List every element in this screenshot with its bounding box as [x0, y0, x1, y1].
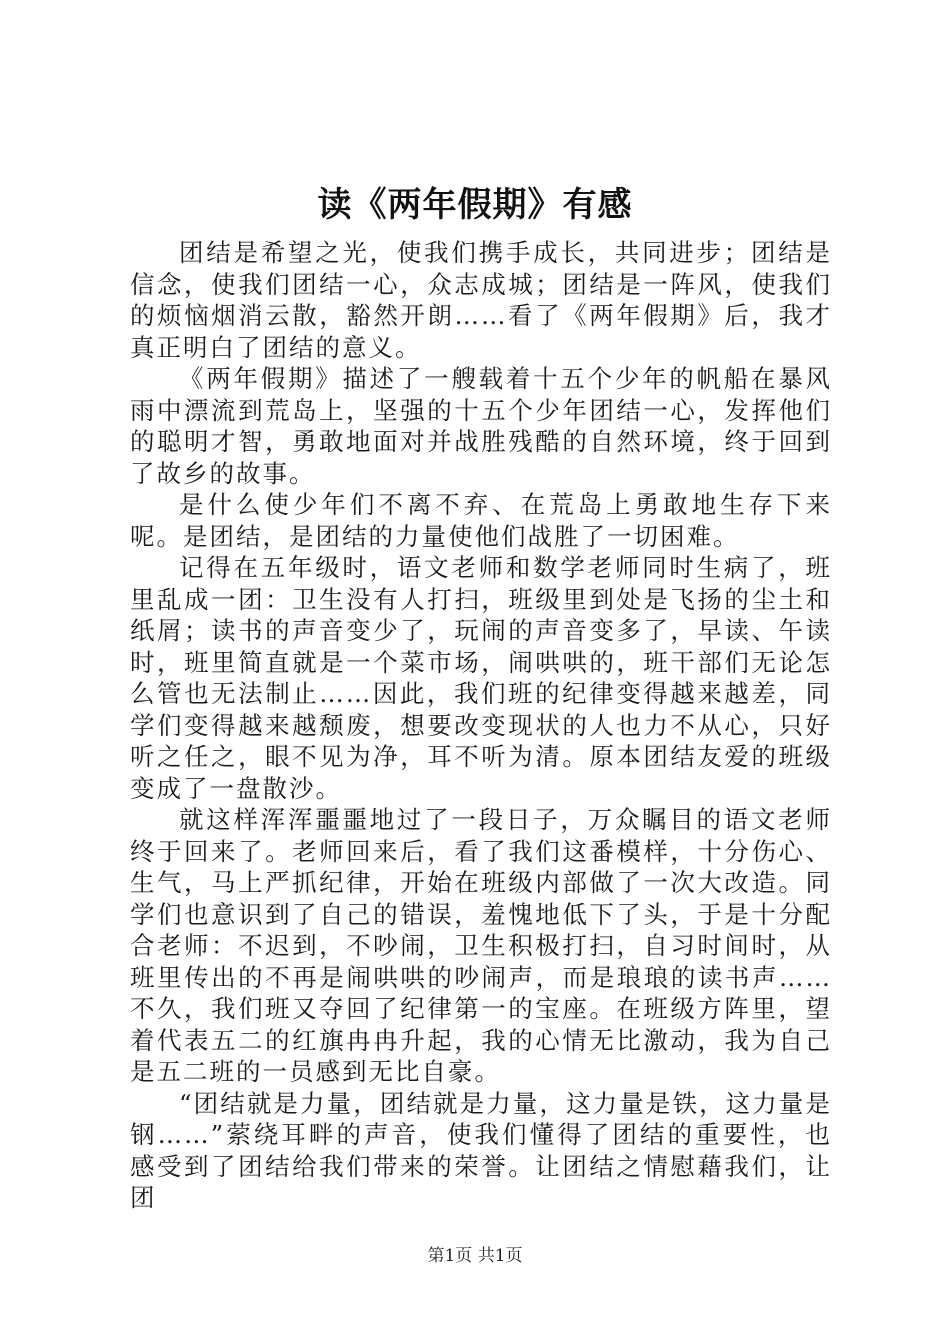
- paragraph: 《两年假期》描述了一艘载着十五个少年的帆船在暴风雨中漂流到荒岛上，坚强的十五个少年团结一心，发挥他们的聪明才智，勇敢地面对并战胜残酷的自然环境，终于回到了故乡的故事。: [130, 364, 832, 488]
- paragraph: 团结是希望之光，使我们携手成长，共同进步；团结是信念，使我们团结一心，众志成城；团结是一阵风，使我们的烦恼烟消云散，豁然开朗……看了《两年假期》后，我才真正明白了团结的意义。: [130, 238, 832, 362]
- paragraph: 就这样浑浑噩噩地过了一段日子，万众瞩目的语文老师终于回来了。老师回来后，看了我们这番模样，十分伤心、生气，马上严抓纪律，开始在班级内部做了一次大改造。同学们也意识到了自己的错误，羞愧地低下了头，于是十分配合老师：不迟到，不吵闹，卫生积极打扫，自习时间时，从班里传出的不再是闹哄哄的吵闹声，而是琅琅的读书声……不久，我们班又夺回了纪律第一的宝座。在班级方阵里，望着代表五二的红旗冉冉升起，我的心情无比激动，我为自己是五二班的一员感到无比自豪。: [130, 805, 832, 1086]
- paragraph: “团结就是力量，团结就是力量，这力量是铁，这力量是钢……”萦绕耳畔的声音，使我们懂得了团结的重要性，也感受到了团结给我们带来的荣誉。让团结之情慰藉我们，让团: [130, 1088, 832, 1212]
- article-body: [130, 237, 832, 1214]
- page-title: 读《两年假期》有感: [317, 185, 633, 225]
- paragraph: 记得在五年级时，语文老师和数学老师同时生病了，班里乱成一团：卫生没有人打扫，班级里到处是飞扬的尘土和纸屑；读书的声音变少了，玩闹的声音变多了，早读、午读时，班里简直就是一个菜市场，闹哄哄的，班干部们无论怎么管也无法制止……因此，我们班的纪律变得越来越差，同学们变得越来越颓废，想要改变现状的人也力不从心，只好听之任之，眼不见为净，耳不听为清。原本团结友爱的班级变成了一盘散沙。: [130, 553, 832, 803]
- paragraph: 是什么使少年们不离不弃、在荒岛上勇敢地生存下来呢。是团结，是团结的力量使他们战胜了一切困难。: [130, 490, 832, 551]
- page-footer: 第1页 共1页: [427, 1246, 523, 1266]
